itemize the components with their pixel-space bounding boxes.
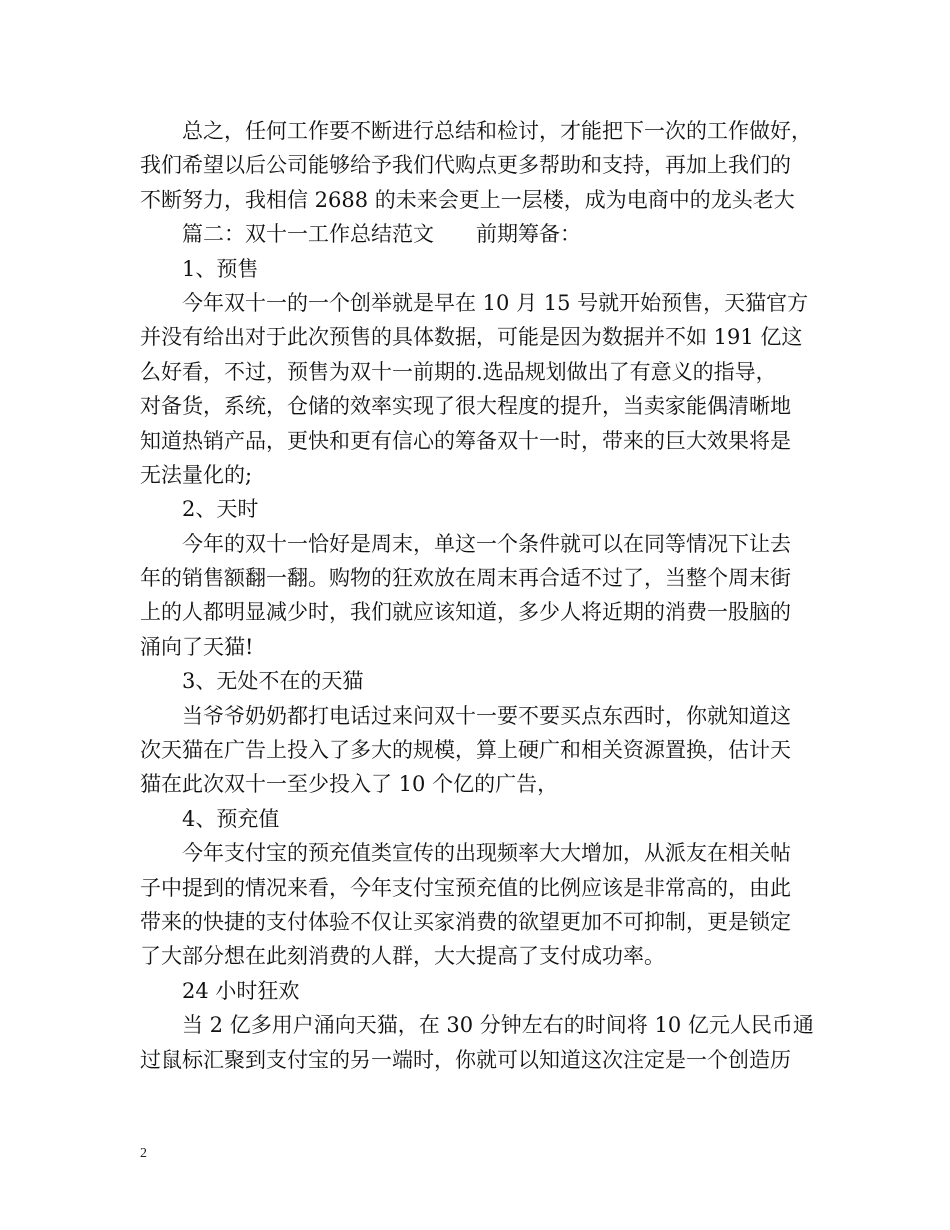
text-line: 1、预售 [182,256,259,281]
text-line: 年的销售额翻一翻。购物的狂欢放在周末再合适不过了，当整个周末街 [140,566,791,591]
text-line: 涌向了天猫! [140,634,254,659]
text-line: 上的人都明显减少时，我们就应该知道，多少人将近期的消费一股脑的 [140,600,791,625]
document-body [140,114,830,1077]
text-line: 么好看，不过，预售为双十一前期的.选品规划做出了有意义的指导， [140,359,777,384]
text-line: 猫在此次双十一至少投入了 10 个亿的广告， [140,772,559,797]
text-line: 子中提到的情况来看，今年支付宝预充值的比例应该是非常高的，由此 [140,875,791,900]
text-line: 今年双十一的一个创举就是早在 10 月 15 号就开始预售，天猫官方 [182,290,809,315]
text-line: 今年支付宝的预充值类宣传的出现频率大大增加，从派友在相关帖 [182,841,791,866]
text-line: 了大部分想在此刻消费的人群，大大提高了支付成功率。 [140,944,665,969]
text-line: 篇二：双十一工作总结范文 前期筹备： [182,222,581,247]
text-line: 带来的快捷的支付体验不仅让买家消费的欲望更加不可抑制，更是锁定 [140,909,791,934]
page-number: 2 [140,1146,147,1161]
text-line: 我们希望以后公司能够给予我们代购点更多帮助和支持，再加上我们的 [140,153,791,178]
text-line: 并没有给出对于此次预售的具体数据，可能是因为数据并不如 191 亿这 [140,325,803,350]
text-line: 不断努力，我相信 2688 的未来会更上一层楼，成为电商中的龙头老大 [140,187,795,212]
text-line: 当 2 亿多用户涌向天猫，在 30 分钟左右的时间将 10 亿元人民币通 [182,1013,814,1038]
text-line: 今年的双十一恰好是周末，单这一个条件就可以在同等情况下让去 [182,531,791,556]
text-line: 无法量化的; [140,462,253,487]
text-line: 次天猫在广告上投入了多大的规模，算上硬广和相关资源置换，估计天 [140,738,791,763]
text-line: 对备货，系统，仓储的效率实现了很大程度的提升，当卖家能偶清晰地 [140,394,791,419]
text-line: 2、天时 [182,497,259,522]
text-line: 总之，任何工作要不断进行总结和检讨，才能把下一次的工作做好， [182,119,812,143]
text-line: 过鼠标汇聚到支付宝的另一端时，你就可以知道这次注定是一个创造历 [140,1047,791,1072]
text-line: 3、无处不在的天猫 [182,669,364,694]
text-line: 24 小时狂欢 [182,978,300,1003]
text-line: 当爷爷奶奶都打电话过来问双十一要不要买点东西时，你就知道这 [182,703,791,728]
text-line: 4、预充值 [182,806,280,831]
text-line: 知道热销产品，更快和更有信心的筹备双十一时，带来的巨大效果将是 [140,428,791,453]
